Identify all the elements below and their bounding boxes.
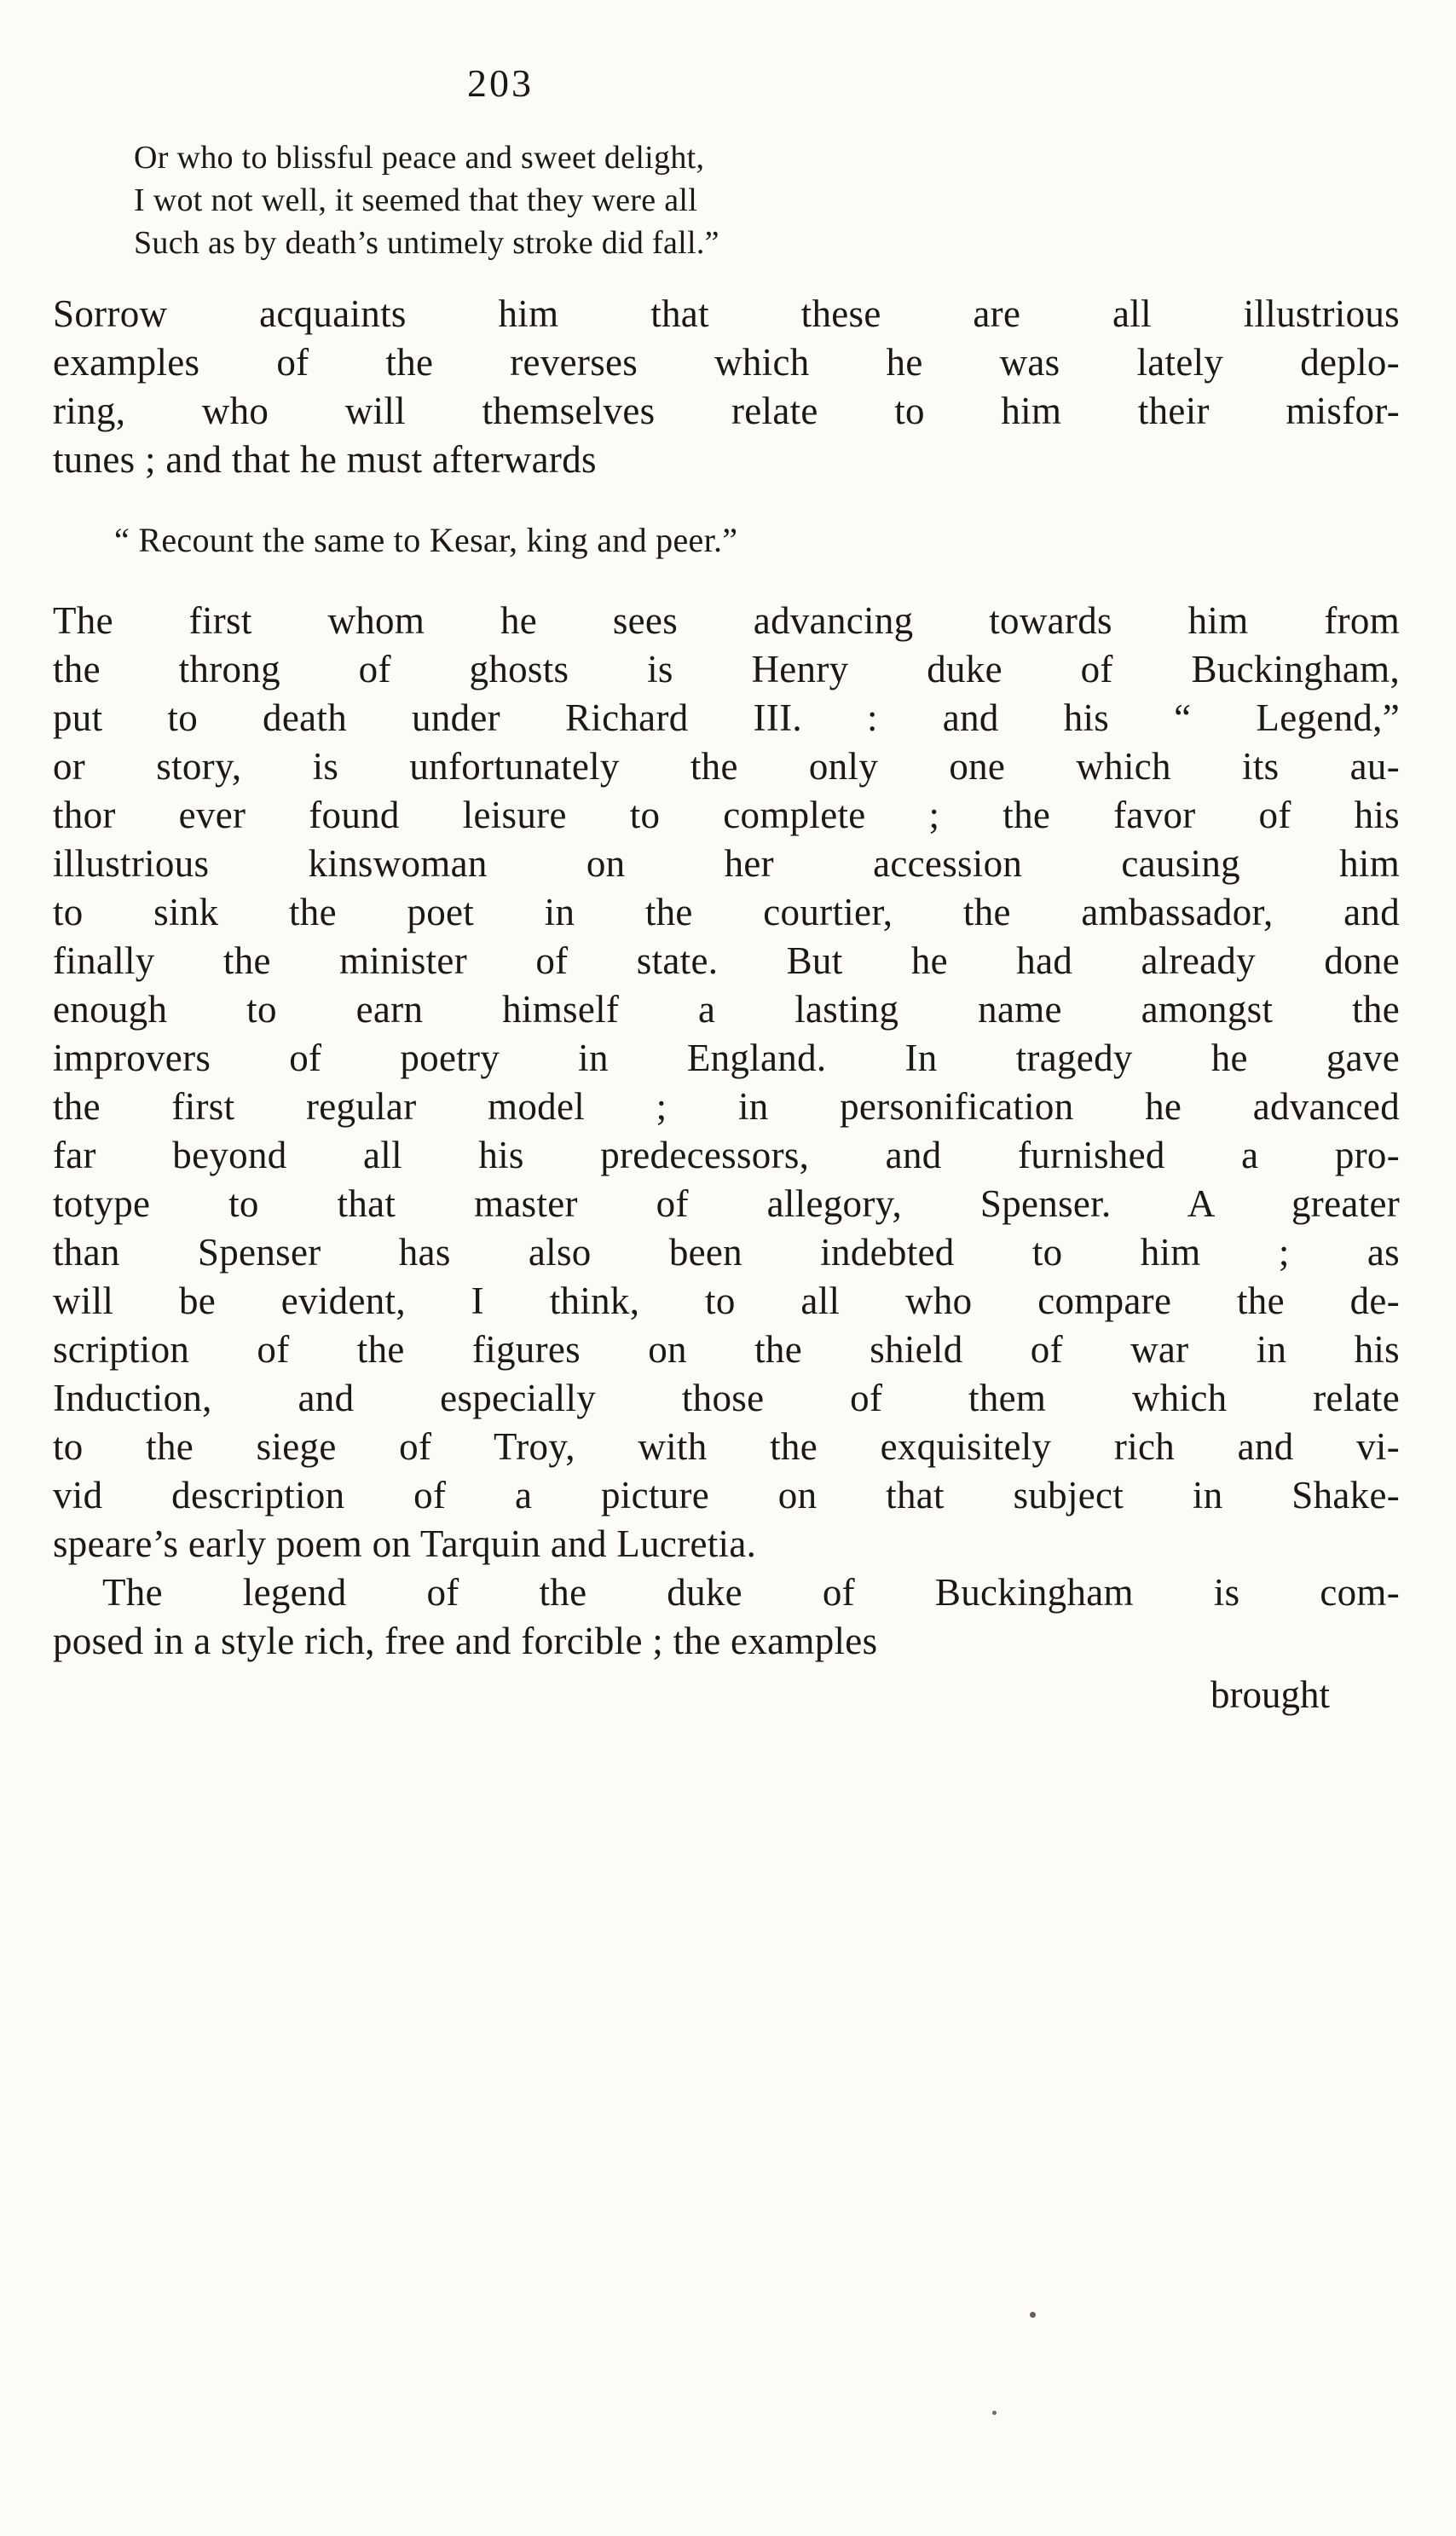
text-line: to the siege of Troy, with the exquisitely rich and vi- <box>53 1425 1400 1468</box>
text-line: Sorrow acquaints him that these are all illustrious <box>53 292 1400 335</box>
text-line: thor ever found leisure to complete ; the favor of his <box>53 794 1400 836</box>
verse-line: I wot not well, it seemed that they were all <box>134 182 698 218</box>
text-line: tunes ; and that he must afterwards <box>53 438 597 481</box>
text-line: enough to earn himself a lasting name amongst the <box>53 988 1400 1031</box>
text-line: the throng of ghosts is Henry duke of Buckingham, <box>53 648 1400 690</box>
verse-line: Such as by death’s untimely stroke did fall.” <box>134 225 719 261</box>
text-line: finally the minister of state. But he had already done <box>53 939 1400 982</box>
text-line: illustrious kinswoman on her accession causing him <box>53 842 1400 885</box>
text-line: or story, is unfortunately the only one which its au- <box>53 745 1400 788</box>
text-line: scription of the figures on the shield of war in his <box>53 1328 1400 1371</box>
text-line: The first whom he sees advancing towards him from <box>53 599 1400 642</box>
text-line: totype to that master of allegory, Spenser. A greater <box>53 1182 1400 1225</box>
text-line: ring, who will themselves relate to him their misfor- <box>53 390 1400 432</box>
text-line: vid description of a picture on that subject in Shake- <box>53 1474 1400 1516</box>
paragraph-buckingham <box>53 597 1400 1568</box>
scan-speck <box>1030 2312 1036 2318</box>
text-line: The legend of the duke of Buckingham is com- <box>102 1571 1400 1614</box>
text-line: Induction, and especially those of them which relate <box>53 1377 1400 1419</box>
paragraph-sorrow <box>53 290 1400 484</box>
text-line: improvers of poetry in England. In tragedy he gave <box>53 1037 1400 1079</box>
verse-line: Or who to blissful peace and sweet delight, <box>134 140 705 176</box>
text-line: far beyond all his predecessors, and furnished a pro- <box>53 1134 1400 1176</box>
inline-verse-quote: “ Recount the same to Kesar, king and peer.” <box>114 521 738 559</box>
text-line: examples of the reverses which he was lately deplo- <box>53 341 1400 384</box>
text-line: to sink the poet in the courtier, the ambassador, and <box>53 891 1400 933</box>
catchword-row <box>53 1671 1400 1719</box>
catchword: brought <box>1210 1673 1330 1716</box>
text-line: posed in a style rich, free and forcible ; the examples <box>53 1620 878 1662</box>
text-line: put to death under Richard III. : and his “ Legend,” <box>53 696 1400 739</box>
text-line: than Spenser has also been indebted to him ; as <box>53 1231 1400 1274</box>
scan-speck <box>992 2411 997 2415</box>
text-line: speare’s early poem on Tarquin and Lucretia. <box>53 1522 757 1565</box>
verse-quote <box>134 136 1400 264</box>
page-number: 203 <box>467 61 534 105</box>
text-line: the first regular model ; in personification he advanced <box>53 1085 1400 1128</box>
text-line: will be evident, I think, to all who compare the de- <box>53 1280 1400 1322</box>
paragraph-legend-style <box>53 1568 1400 1666</box>
